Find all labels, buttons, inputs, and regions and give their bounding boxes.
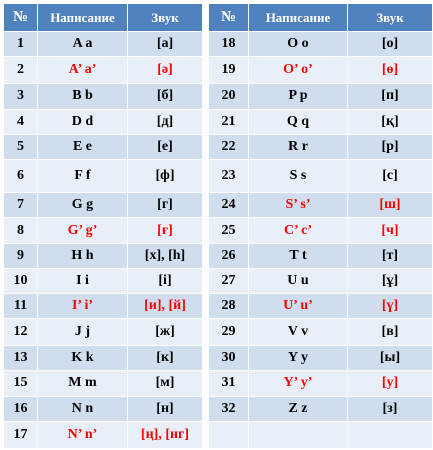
header-number-right: № (209, 4, 249, 32)
right-empty-cell (249, 421, 348, 448)
left-number-cell: 11 (4, 293, 38, 318)
left-sound-cell: [ң], [нг] (128, 421, 203, 448)
header-row (4, 4, 433, 32)
left-sound-cell: [ғ] (128, 218, 203, 243)
left-number-cell: 6 (4, 159, 38, 193)
right-spelling-cell: Q q (249, 109, 348, 134)
left-spelling-cell: G’ g’ (38, 218, 128, 243)
left-sound-cell: [ә] (128, 57, 203, 84)
left-sound-cell: [к] (128, 346, 203, 371)
left-spelling-cell: B b (38, 84, 128, 109)
left-number-cell: 1 (4, 32, 38, 57)
left-spelling-cell: M m (38, 371, 128, 396)
right-number-cell: 25 (209, 218, 249, 243)
table-row (4, 159, 433, 193)
right-sound-cell: [ү] (348, 293, 433, 318)
right-spelling-cell: Z z (249, 396, 348, 421)
table-row (4, 346, 433, 371)
left-number-cell: 8 (4, 218, 38, 243)
left-number-cell: 9 (4, 243, 38, 268)
table-row (4, 396, 433, 421)
right-sound-cell: [ш] (348, 193, 433, 218)
alphabet-table-container (3, 3, 432, 449)
left-sound-cell: [г] (128, 193, 203, 218)
left-sound-cell: [н] (128, 396, 203, 421)
left-spelling-cell: A a (38, 32, 128, 57)
right-number-cell: 18 (209, 32, 249, 57)
header-sound-left: Звук (128, 4, 203, 32)
right-number-cell: 31 (209, 371, 249, 396)
left-spelling-cell: E e (38, 134, 128, 159)
right-number-cell: 23 (209, 159, 249, 193)
header-spelling-left: Написание (38, 4, 128, 32)
right-spelling-cell: Y y (249, 346, 348, 371)
table-row (4, 268, 433, 293)
table-row (4, 109, 433, 134)
right-spelling-cell: P p (249, 84, 348, 109)
table-row (4, 293, 433, 318)
left-sound-cell: [и], [й] (128, 293, 203, 318)
right-spelling-cell: V v (249, 319, 348, 346)
right-number-cell: 26 (209, 243, 249, 268)
right-sound-cell: [қ] (348, 109, 433, 134)
right-number-cell: 32 (209, 396, 249, 421)
right-number-cell: 19 (209, 57, 249, 84)
right-sound-cell: [ұ] (348, 268, 433, 293)
right-spelling-cell: U u (249, 268, 348, 293)
table-row (4, 421, 433, 448)
right-spelling-cell: C’ c’ (249, 218, 348, 243)
left-number-cell: 17 (4, 421, 38, 448)
left-number-cell: 7 (4, 193, 38, 218)
left-sound-cell: [е] (128, 134, 203, 159)
right-sound-cell: [у] (348, 371, 433, 396)
left-number-cell: 15 (4, 371, 38, 396)
left-sound-cell: [б] (128, 84, 203, 109)
right-number-cell: 24 (209, 193, 249, 218)
header-sound-right: Звук (348, 4, 433, 32)
right-spelling-cell: R r (249, 134, 348, 159)
right-number-cell: 29 (209, 319, 249, 346)
right-spelling-cell: S’ s’ (249, 193, 348, 218)
table-row (4, 134, 433, 159)
right-number-cell: 20 (209, 84, 249, 109)
left-sound-cell: [і] (128, 268, 203, 293)
table-row (4, 319, 433, 346)
header-number-left: № (4, 4, 38, 32)
table-body (4, 32, 433, 449)
right-sound-cell: [ө] (348, 57, 433, 84)
left-spelling-cell: D d (38, 109, 128, 134)
table-row (4, 57, 433, 84)
right-empty-cell (209, 421, 249, 448)
left-number-cell: 4 (4, 109, 38, 134)
right-sound-cell: [ы] (348, 346, 433, 371)
left-spelling-cell: J j (38, 319, 128, 346)
right-number-cell: 21 (209, 109, 249, 134)
alphabet-table (3, 3, 433, 449)
left-spelling-cell: G g (38, 193, 128, 218)
right-sound-cell: [с] (348, 159, 433, 193)
right-sound-cell: [п] (348, 84, 433, 109)
right-spelling-cell: U’ u’ (249, 293, 348, 318)
right-number-cell: 28 (209, 293, 249, 318)
left-sound-cell: [ф] (128, 159, 203, 193)
left-sound-cell: [м] (128, 371, 203, 396)
left-sound-cell: [х], [һ] (128, 243, 203, 268)
left-sound-cell: [ж] (128, 319, 203, 346)
left-spelling-cell: I i (38, 268, 128, 293)
left-number-cell: 13 (4, 346, 38, 371)
right-spelling-cell: Y’ y’ (249, 371, 348, 396)
table-row (4, 218, 433, 243)
table-row (4, 84, 433, 109)
right-spelling-cell: S s (249, 159, 348, 193)
right-sound-cell: [ч] (348, 218, 433, 243)
right-number-cell: 27 (209, 268, 249, 293)
left-sound-cell: [д] (128, 109, 203, 134)
left-spelling-cell: N n (38, 396, 128, 421)
right-number-cell: 30 (209, 346, 249, 371)
table-row (4, 193, 433, 218)
right-sound-cell: [о] (348, 32, 433, 57)
left-number-cell: 2 (4, 57, 38, 84)
left-spelling-cell: H h (38, 243, 128, 268)
left-spelling-cell: K k (38, 346, 128, 371)
table-row (4, 371, 433, 396)
table-row (4, 243, 433, 268)
table-row (4, 32, 433, 57)
left-number-cell: 10 (4, 268, 38, 293)
header-spelling-right: Написание (249, 4, 348, 32)
right-sound-cell: [в] (348, 319, 433, 346)
left-sound-cell: [а] (128, 32, 203, 57)
right-number-cell: 22 (209, 134, 249, 159)
left-number-cell: 12 (4, 319, 38, 346)
left-spelling-cell: A’ a’ (38, 57, 128, 84)
right-sound-cell: [т] (348, 243, 433, 268)
left-spelling-cell: F f (38, 159, 128, 193)
left-number-cell: 3 (4, 84, 38, 109)
left-number-cell: 5 (4, 134, 38, 159)
left-spelling-cell: N’ n’ (38, 421, 128, 448)
right-empty-cell (348, 421, 433, 448)
left-number-cell: 16 (4, 396, 38, 421)
right-spelling-cell: T t (249, 243, 348, 268)
right-sound-cell: [р] (348, 134, 433, 159)
right-spelling-cell: O o (249, 32, 348, 57)
right-spelling-cell: O’ o’ (249, 57, 348, 84)
left-spelling-cell: I’ i’ (38, 293, 128, 318)
right-sound-cell: [з] (348, 396, 433, 421)
